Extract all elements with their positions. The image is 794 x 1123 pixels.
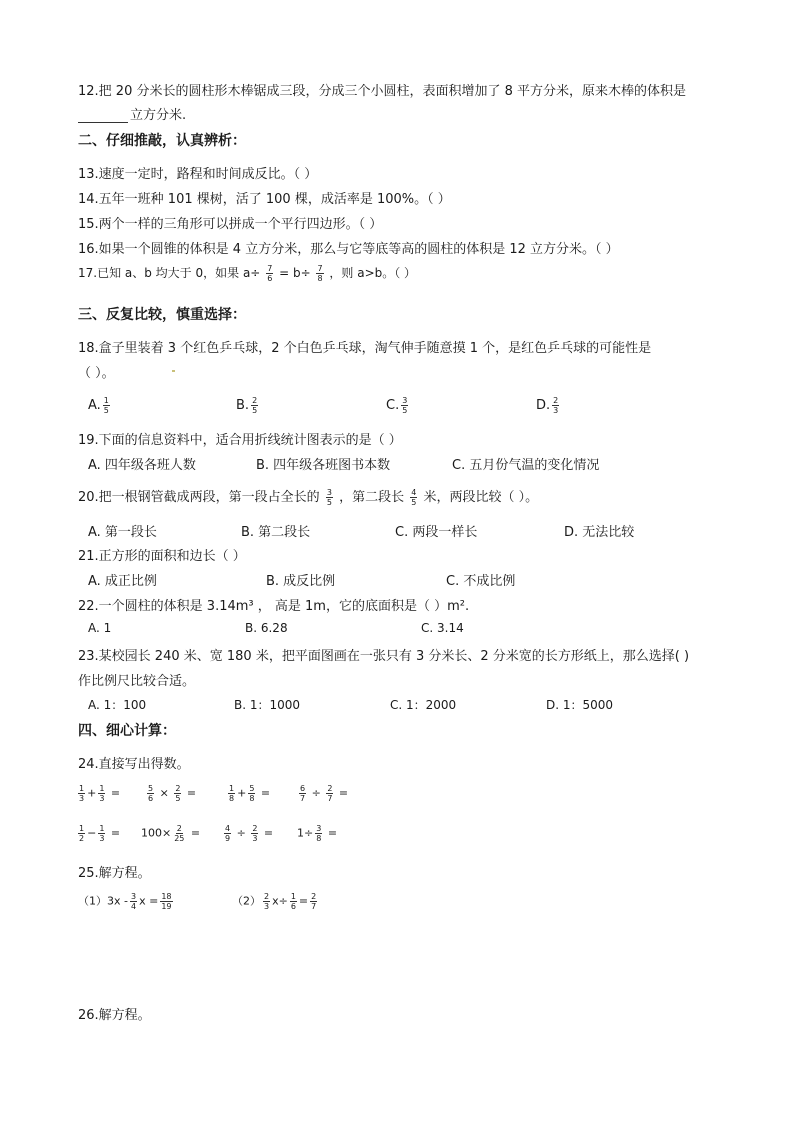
equation-1: （1）3x - $\frac{3}{4}$ x = $\frac{18}{19}$ xyxy=(78,892,172,911)
question-15: 15.两个一样的三角形可以拼成一个平行四边形。（ ） xyxy=(78,217,383,232)
option-b[interactable]: B. 6.28 xyxy=(245,621,288,635)
option-c[interactable]: C. 1：2000 xyxy=(390,698,457,712)
question-18-line2: （ ）。 xyxy=(78,366,115,381)
question-18-line1: 18.盒子里装着 3 个红色乒乓球，2 个白色乒乓球，淘气伸手随意摸 1 个，是红色乒乓球的可能性是 xyxy=(78,341,652,356)
answer-blank[interactable] xyxy=(78,110,128,123)
question-17 xyxy=(78,264,416,283)
option-c[interactable]: C. 五月份气温的变化情况 xyxy=(452,458,600,473)
calc-expression: 100× $\frac{2}{25}$ = xyxy=(141,824,201,843)
question-14: 14.五年一班种 101 棵树，活了 100 棵，成活率是 100%。（ ） xyxy=(78,192,451,207)
fraction: $\frac{7}{8}$ xyxy=(317,264,323,283)
question-13: 13.速度一定时，路程和时间成反比。（ ） xyxy=(78,167,318,182)
option-c[interactable]: C. 两段一样长 xyxy=(395,525,478,540)
fraction: $\frac{3}{5}$ xyxy=(326,488,332,507)
option-c[interactable]: C. $\frac{3}{5}$ xyxy=(386,396,408,415)
option-a[interactable]: A. 第一段长 xyxy=(88,525,157,540)
question-23-line2: 作比例尺比较合适。 xyxy=(78,674,196,689)
calc-expression: 1÷ $\frac{3}{8}$ = xyxy=(297,824,338,843)
fraction: $\frac{4}{5}$ xyxy=(411,488,417,507)
option-d[interactable]: D. 无法比较 xyxy=(564,525,635,540)
option-a[interactable]: A. 四年级各班人数 xyxy=(88,458,196,473)
option-c[interactable]: C. 3.14 xyxy=(421,621,464,635)
calc-expression: $\frac{1}{8}$ + $\frac{5}{8}$ = xyxy=(229,784,271,803)
question-25: 25.解方程。 xyxy=(78,866,151,881)
option-a[interactable]: A. 1 xyxy=(88,621,112,635)
option-b[interactable]: B. 1：1000 xyxy=(234,698,301,712)
question-16: 16.如果一个圆锥的体积是 4 立方分米，那么与它等底等高的圆柱的体积是 12 立方分米。（ ） xyxy=(78,242,619,257)
q17-pre: 17.已知 a、b 均大于 0，如果 a÷ xyxy=(78,266,261,280)
question-12-suffix: 立方分米. xyxy=(130,108,187,123)
question-22: 22.一个圆柱的体积是 3.14m³ ， 高是 1m，它的底面积是（ ）m². xyxy=(78,599,470,614)
section-4-title: 四、细心计算： xyxy=(78,723,176,739)
question-20: 20.把一根钢管截成两段，第一段占全长的 $\frac{3}{5}$ ，第二段长 $\frac{4}{5}$ 米，两段比较（ ）。 xyxy=(78,488,539,507)
fraction: $\frac{7}{6}$ xyxy=(267,264,273,283)
option-d[interactable]: D. 1：5000 xyxy=(546,698,614,712)
option-b[interactable]: B. 四年级各班图书本数 xyxy=(256,458,391,473)
option-b[interactable]: B. 第二段长 xyxy=(241,525,311,540)
section-2-title: 二、仔细推敲，认真辨析： xyxy=(78,133,246,149)
option-a[interactable]: A. 成正比例 xyxy=(88,574,157,589)
question-26: 26.解方程。 xyxy=(78,1008,151,1023)
calc-expression: $\frac{4}{9}$ ÷ $\frac{2}{3}$ = xyxy=(225,824,274,843)
option-d[interactable]: D. $\frac{2}{3}$ xyxy=(536,396,559,415)
question-21: 21.正方形的面积和边长（ ） xyxy=(78,549,246,564)
q17-post: ，则 a>b。（ ） xyxy=(329,266,417,280)
option-c[interactable]: C. 不成比例 xyxy=(446,574,516,589)
section-3-title: 三、反复比较，慎重选择： xyxy=(78,307,246,323)
question-12-line2 xyxy=(78,104,186,123)
stray-mark xyxy=(172,370,175,372)
q17-mid: = b÷ xyxy=(279,266,311,280)
question-23-line1: 23.某校园长 240 米、宽 180 米，把平面图画在一张只有 3 分米长、2 分米宽的长方形纸上，那么选择( ) xyxy=(78,649,690,664)
equation-2: （2） $\frac{2}{3}$ x÷ $\frac{1}{6}$ = $\frac{2}{7}$ xyxy=(232,892,317,911)
calc-expression: $\frac{6}{7}$ ÷ $\frac{2}{7}$ = xyxy=(300,784,349,803)
option-b[interactable]: B. $\frac{2}{5}$ xyxy=(236,396,258,415)
question-19: 19.下面的信息资料中，适合用折线统计图表示的是（ ） xyxy=(78,433,402,448)
calc-expression: $\frac{1}{2}$ − $\frac{1}{3}$ = xyxy=(79,824,121,843)
question-12-line1: 12.把 20 分米长的圆柱形木棒锯成三段，分成三个小圆柱，表面积增加了 8 平方分米，原来木棒的体积是 xyxy=(78,84,687,99)
option-a[interactable]: A. $\frac{1}{5}$ xyxy=(88,396,109,415)
calc-expression: $\frac{5}{6}$ × $\frac{2}{5}$ = xyxy=(148,784,197,803)
calc-expression: $\frac{1}{3}$ + $\frac{1}{3}$ = xyxy=(79,784,121,803)
option-b[interactable]: B. 成反比例 xyxy=(266,574,336,589)
option-a[interactable]: A. 1：100 xyxy=(88,698,147,712)
question-24: 24.直接写出得数。 xyxy=(78,757,190,772)
